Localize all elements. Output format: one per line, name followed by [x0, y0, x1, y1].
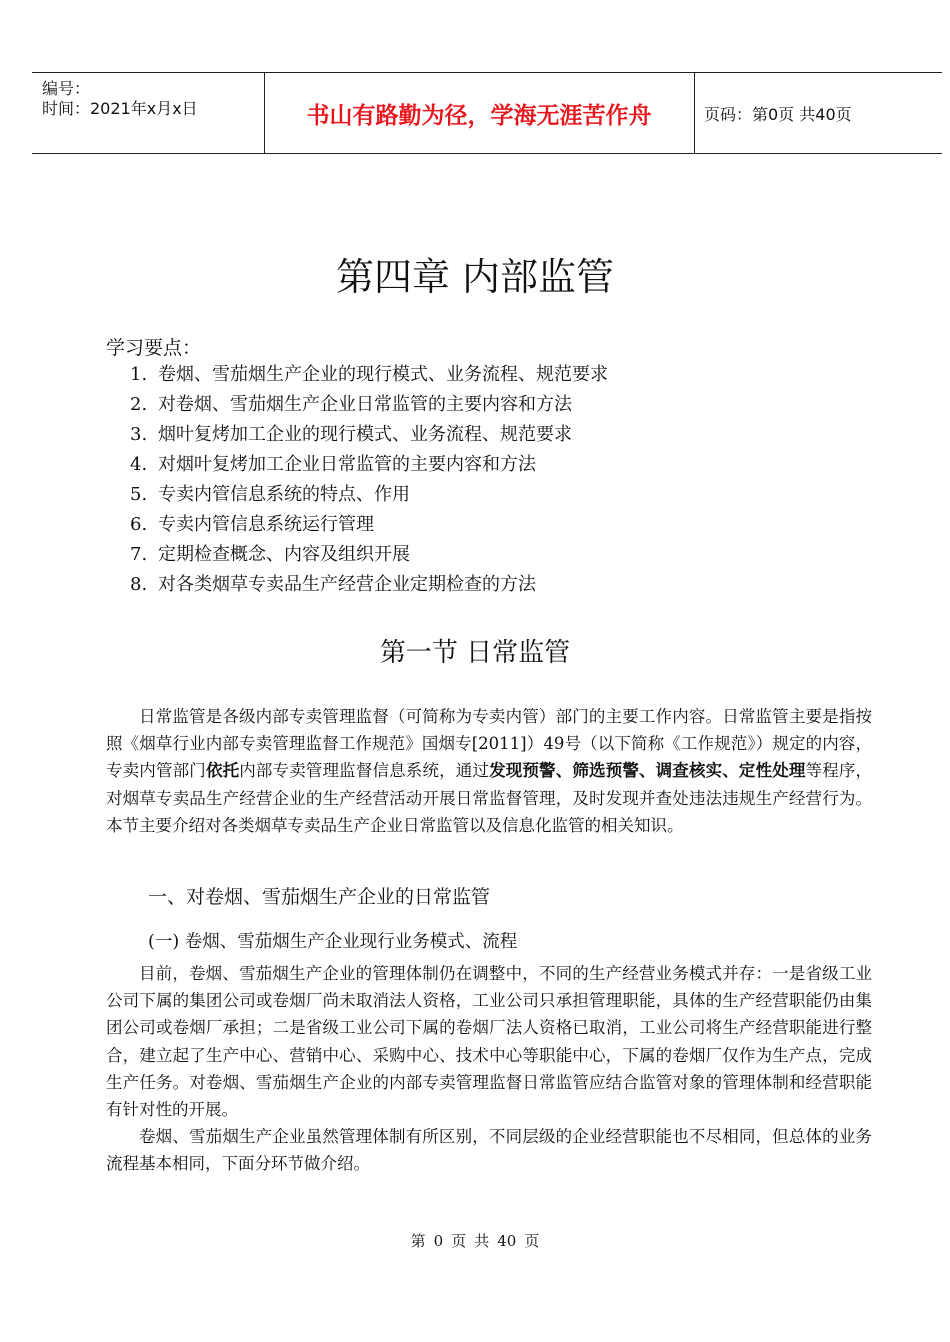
- list-item: 3. 烟叶复烤加工企业的现行模式、业务流程、规范要求: [130, 424, 572, 445]
- body-paragraph: 卷烟、雪茄烟生产企业虽然管理体制有所区别，不同层级的企业经营职能也不尽相同，但总体的业务流程基本相同，下面分环节做介绍。: [106, 1127, 872, 1174]
- list-item: 5. 专卖内管信息系统的特点、作用: [130, 484, 410, 505]
- subheading-level2: (一) 卷烟、雪茄烟生产企业现行业务模式、流程: [148, 932, 518, 952]
- list-item: 7. 定期检查概念、内容及组织开展: [130, 544, 410, 565]
- key-points-title: 学习要点：: [106, 337, 202, 359]
- page-footer: 第 0 页 共 40 页: [410, 1232, 540, 1250]
- header-time-label: 时间：2021年x月x日: [42, 99, 198, 118]
- list-item: 6. 专卖内管信息系统运行管理: [130, 514, 374, 535]
- list-item: 8. 对各类烟草专卖品生产经营企业定期检查的方法: [130, 574, 536, 595]
- header-page-info: 页码：第0页 共40页: [704, 104, 852, 124]
- intro-paragraph: 日常监管是各级内部专卖管理监督（可简称为专卖内管）部门的主要工作内容。日常监管主要是指按照《烟草行业内部专卖管理监督工作规范》国烟专[2011]）49号（以下简称《工作规范》）规定的内容，专卖内管部门依托内部专卖管理监督信息系统，通过发现预警、筛选预警、调查核实、定性处理等程序，对烟草专卖品生产经营企业的生产经营活动开展日常监督管理，及时发现并查处违法违规生产经营行为。本节主要介绍对各类烟草专卖品生产企业日常监管以及信息化监管的相关知识。: [106, 707, 873, 835]
- section-title: 第一节 日常监管: [379, 638, 571, 668]
- subheading-level1: 一、对卷烟、雪茄烟生产企业的日常监管: [148, 886, 491, 908]
- header-divider: [694, 73, 695, 153]
- body-paragraph: 目前，卷烟、雪茄烟生产企业的管理体制仍在调整中，不同的生产经营业务模式并存：一是省级工业公司下属的集团公司或卷烟厂尚未取消法人资格，工业公司只承担管理职能，具体的生产经营职能仍由集团公司或卷烟厂承担；二是省级工业公司下属的卷烟厂法人资格已取消，工业公司将生产经营职能进行整合，建立起了生产中心、营销中心、采购中心、技术中心等职能中心，下属的卷烟厂仅作为生产点，完成生产任务。对卷烟、雪茄烟生产企业的内部专卖管理监督日常监管应结合监管对象的管理体制和经营职能有针对性的开展。: [106, 964, 872, 1120]
- footer-total-pages: 40: [497, 1232, 517, 1250]
- chapter-title: 第四章 内部监管: [335, 255, 615, 299]
- key-points-list: [130, 360, 608, 600]
- header-motto: 书山有路勤为径，学海无涯苦作舟: [306, 102, 652, 129]
- page-header: [32, 72, 942, 154]
- header-meta: [42, 79, 198, 119]
- bold-text: 依托: [205, 761, 240, 781]
- list-item: 1. 卷烟、雪茄烟生产企业的现行模式、业务流程、规范要求: [130, 364, 608, 385]
- list-item: 4. 对烟叶复烤加工企业日常监管的主要内容和方法: [130, 454, 536, 475]
- bold-text: 发现预警、筛选预警、调查核实、定性处理: [489, 761, 806, 781]
- footer-page-number: 0: [433, 1232, 444, 1250]
- list-item: 2. 对卷烟、雪茄烟生产企业日常监管的主要内容和方法: [130, 394, 572, 415]
- header-number-label: 编号：: [42, 79, 91, 98]
